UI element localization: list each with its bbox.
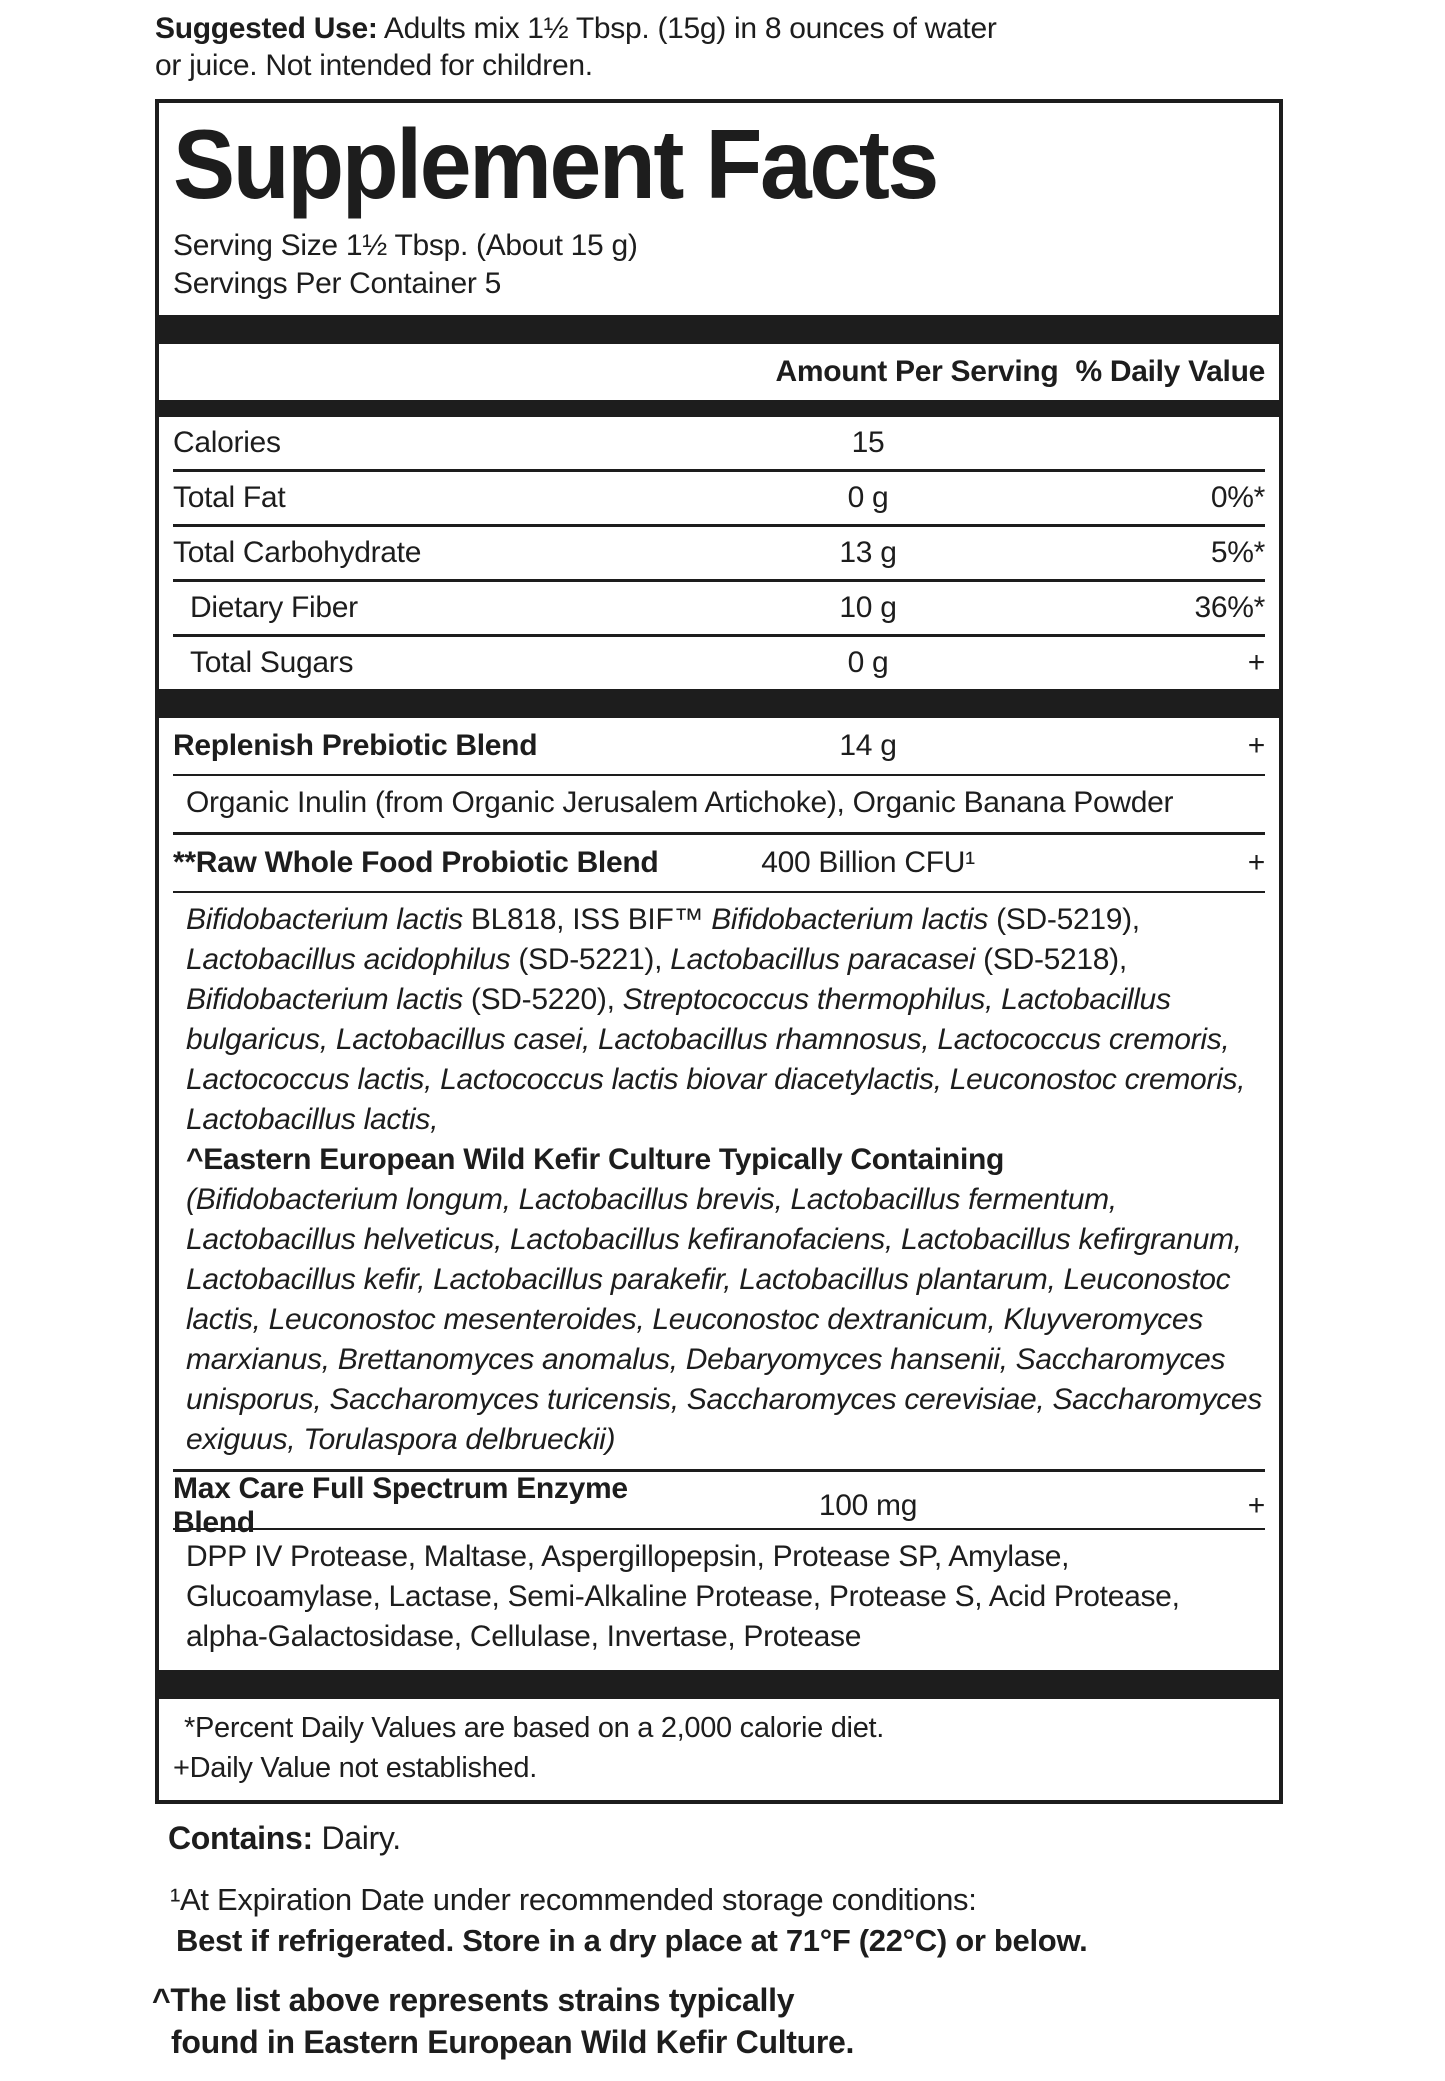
nutrient-row-calories bbox=[173, 417, 1265, 469]
storage-note bbox=[170, 1879, 1445, 1961]
blend-name: **Raw Whole Food Probiotic Blend bbox=[173, 845, 659, 879]
nutrient-dv: 0%* bbox=[1210, 480, 1265, 514]
kefir-note-line2: found in Eastern European Wild Kefir Culture. bbox=[171, 2023, 855, 2060]
suggested-use-text bbox=[155, 10, 1055, 84]
blend-row-enzyme bbox=[173, 1471, 1265, 1539]
probiotic-ingredients bbox=[173, 893, 1265, 1472]
divider-bar-footnotes bbox=[159, 1670, 1279, 1699]
strain-segment: Streptococcus thermophilus, Lactobacillus bulgaricus, Lactobacillus casei, Lactobacillus rhamnosus, Lactococcus cremoris, Lactococcus lactis, Lactococcus lactis biovar diacetylactis, Leuconostoc cremoris, Lactobacillus lactis, bbox=[186, 982, 1246, 1136]
strain-segment: (SD-5221), bbox=[510, 942, 671, 976]
blend-name: Replenish Prebiotic Blend bbox=[173, 728, 538, 762]
nutrient-amount: 0 g bbox=[847, 480, 889, 514]
divider-bar-blends bbox=[159, 689, 1279, 718]
suggested-use-line1: Adults mix 1½ Tbsp. (15g) in 8 ounces of water bbox=[377, 12, 997, 45]
suggested-use-line2: or juice. Not intended for children. bbox=[155, 49, 593, 82]
blend-amount: 100 mg bbox=[818, 1488, 918, 1522]
kefir-note bbox=[152, 1979, 1445, 2063]
nutrient-row-total-carbohydrate bbox=[173, 524, 1265, 579]
blend-dv: + bbox=[1247, 845, 1265, 879]
nutrient-dv: 36%* bbox=[1194, 590, 1265, 624]
blend-name: Max Care Full Spectrum Enzyme Blend bbox=[173, 1471, 628, 1539]
kefir-culture-subhead: ^Eastern European Wild Kefir Culture Typically Containing bbox=[186, 1142, 1005, 1176]
contains-statement bbox=[168, 1820, 1445, 1857]
nutrient-amount: 15 bbox=[851, 425, 885, 459]
kefir-note-line1: ^The list above represents strains typically bbox=[152, 1981, 795, 2018]
storage-note-line1: ¹At Expiration Date under recommended storage conditions: bbox=[170, 1881, 977, 1917]
nutrient-dv: 5%* bbox=[1210, 535, 1265, 569]
contains-value: Dairy. bbox=[312, 1819, 401, 1856]
panel-title: Supplement Facts bbox=[173, 109, 937, 219]
nutrient-name: Calories bbox=[173, 425, 281, 459]
strain-segment: BL818, ISS BIF™ bbox=[462, 902, 712, 936]
contains-label: Contains: bbox=[168, 1819, 313, 1856]
strain-segment: Bifidobacterium lactis bbox=[711, 902, 989, 936]
enzyme-ingredients: DPP IV Protease, Maltase, Aspergillopepsin, Protease SP, Amylase, Glucoamylase, Lactase, Semi-Alkaline Protease, Protease S, Acid Protease, alpha-Galactosidase, Cellulase, Invertase, Protease bbox=[186, 1539, 1180, 1653]
nutrient-row-total-sugars bbox=[173, 634, 1265, 689]
probiotic-strain-list bbox=[186, 903, 1245, 1136]
nutrient-row-total-fat bbox=[173, 469, 1265, 524]
strain-segment: (SD-5219), bbox=[988, 902, 1140, 936]
prebiotic-ingredients: Organic Inulin (from Organic Jerusalem Artichoke), Organic Banana Powder bbox=[173, 776, 1265, 835]
nutrient-amount: 10 g bbox=[839, 590, 897, 624]
column-header-row bbox=[173, 344, 1265, 400]
suggested-use-label: Suggested Use: bbox=[155, 12, 378, 45]
footnotes bbox=[173, 1699, 1265, 1800]
nutrient-row-dietary-fiber bbox=[173, 579, 1265, 634]
strain-segment: Lactobacillus paracasei bbox=[670, 942, 976, 976]
strain-segment: (SD-5220), bbox=[462, 982, 623, 1016]
blend-amount: 400 Billion CFU¹ bbox=[761, 845, 975, 879]
strain-segment: Bifidobacterium lactis bbox=[186, 982, 463, 1016]
footnote-not-established: +Daily Value not established. bbox=[173, 1751, 537, 1784]
nutrient-table bbox=[173, 417, 1265, 689]
strain-segment: Lactobacillus acidophilus bbox=[186, 942, 511, 976]
blend-dv: + bbox=[1247, 728, 1265, 762]
kefir-strain-list: (Bifidobacterium longum, Lactobacillus brevis, Lactobacillus fermentum, Lactobacillus helveticus, Lactobacillus kefiranofaciens, Lactobacillus kefirgranum, Lactobacillus kefir, Lactobacillus parakefir, Lactobacillus plantarum, Leuconostoc lactis, Leuconostoc mesenteroides, Leuconostoc dextranicum, Kluyveromyces marxianus, Brettanomyces anomalus, Debaryomyces hansenii, Saccharomyces unisporus, Saccharomyces turicensis, Saccharomyces cerevisiae, Saccharomyces exiguus, Torulaspora delbrueckii) bbox=[186, 1182, 1262, 1456]
nutrient-name: Total Sugars bbox=[190, 645, 354, 679]
nutrient-amount: 13 g bbox=[839, 535, 897, 569]
nutrient-name: Dietary Fiber bbox=[190, 590, 358, 624]
blend-dv: + bbox=[1247, 1488, 1265, 1522]
servings-per-container: Servings Per Container 5 bbox=[173, 266, 501, 300]
nutrient-amount: 0 g bbox=[847, 645, 889, 679]
storage-note-line2: Best if refrigerated. Store in a dry place at 71°F (22°C) or below. bbox=[176, 1922, 1088, 1958]
strain-segment: Bifidobacterium lactis bbox=[186, 902, 463, 936]
column-header-amount: Amount Per Serving bbox=[775, 354, 1059, 388]
footnote-percent-dv: *Percent Daily Values are based on a 2,000 calorie diet. bbox=[184, 1711, 885, 1744]
supplement-facts-panel bbox=[155, 99, 1283, 1804]
strain-segment: (SD-5218), bbox=[975, 942, 1127, 976]
blend-row-prebiotic bbox=[173, 718, 1265, 776]
divider-bar-top bbox=[159, 315, 1279, 344]
column-header-dv: % Daily Value bbox=[1075, 354, 1265, 388]
divider-bar-header bbox=[159, 400, 1279, 417]
nutrient-dv: + bbox=[1247, 645, 1265, 679]
blend-amount: 14 g bbox=[839, 728, 897, 762]
nutrient-name: Total Carbohydrate bbox=[173, 535, 422, 569]
blend-row-probiotic bbox=[173, 835, 1265, 893]
nutrient-name: Total Fat bbox=[173, 480, 286, 514]
serving-size: Serving Size 1½ Tbsp. (About 15 g) bbox=[173, 228, 638, 262]
